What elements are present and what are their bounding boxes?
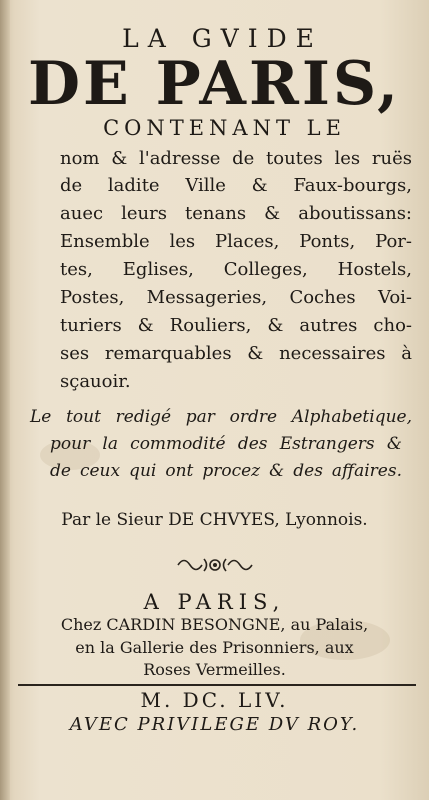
italic-note-line: pour la commodité des Estrangers & [50, 434, 402, 454]
privilege-line: AVEC PRIVILEGE DV ROY. [69, 714, 360, 735]
description-line: de ladite Ville & Faux-bourgs, [60, 175, 412, 196]
title-line-3: CONTENANT LE [103, 116, 346, 140]
divider-rule [18, 684, 416, 686]
imprint-address: en la Gallerie des Prisonniers, aux [75, 638, 354, 657]
description-line: Postes, Messageries, Coches Voi- [60, 287, 412, 308]
description-line: turiers & Rouliers, & autres cho- [60, 315, 412, 336]
description-line: auec leurs tenans & aboutissans: [60, 203, 412, 224]
ornament-icon [174, 553, 256, 577]
publication-date: M. DC. LIV. [140, 688, 289, 712]
title-line-2: DE PARIS, [28, 49, 401, 119]
author-line: Par le Sieur DE CHVYES, Lyonnois. [61, 510, 368, 530]
italic-note-line: de ceux qui ont procez & des affaires. [50, 461, 402, 481]
imprint-city: A PARIS, [143, 590, 286, 614]
description-line: ses remarquables & necessaires à [60, 343, 412, 364]
imprint-publisher: Chez CARDIN BESONGNE, au Palais, [60, 615, 369, 634]
description-line: nom & l'adresse de toutes les ruës [60, 148, 412, 169]
imprint-sign: Roses Vermeilles. [143, 660, 286, 679]
title-line-1: LA GVIDE [122, 24, 323, 53]
italic-note-line: Le tout redigé par ordre Alphabetique, [30, 407, 412, 427]
description-line: sçauoir. [60, 371, 131, 392]
description-line: tes, Eglises, Colleges, Hostels, [60, 259, 412, 280]
description-line: Ensemble les Places, Ponts, Por- [60, 231, 412, 252]
